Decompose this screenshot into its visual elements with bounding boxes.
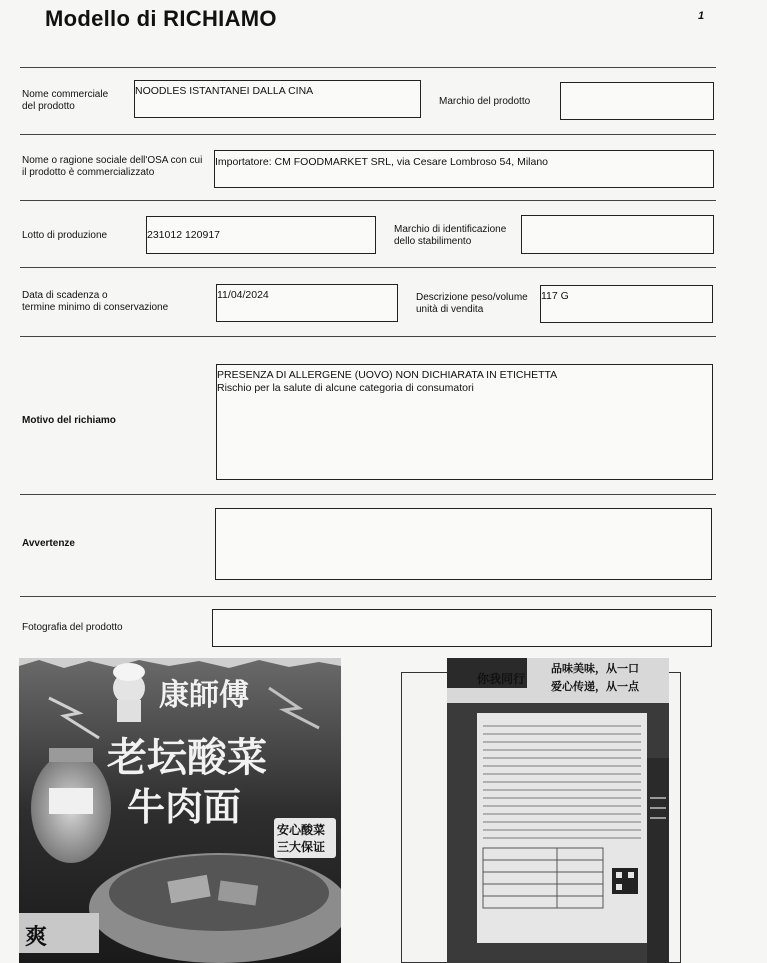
package-back-graphic	[447, 658, 669, 963]
divider	[20, 267, 716, 268]
product-name-label: Nome commerciale del prodotto	[22, 89, 109, 112]
reason-label: Motivo del richiamo	[22, 415, 116, 426]
reason-line-2: Rischio per la salute di alcune categoria di consumatori	[217, 382, 474, 394]
front-bottom-text: 爽	[25, 925, 48, 950]
warnings-label: Avvertenze	[22, 538, 75, 549]
operator-value: Importatore: CM FOODMARKET SRL, via Cesare Lombroso 54, Milano	[215, 156, 549, 168]
id-mark-field[interactable]	[521, 215, 714, 254]
divider	[20, 336, 716, 337]
lot-value: 231012 120917	[147, 229, 220, 241]
expiry-value: 11/04/2024	[217, 289, 269, 301]
brand-field[interactable]	[560, 82, 714, 120]
divider	[20, 134, 716, 135]
expiry-label: Data di scadenza o termine minimo di conservazione	[22, 290, 169, 313]
lot-label: Lotto di produzione	[22, 230, 108, 241]
divider	[20, 200, 716, 201]
brand-label: Marchio del prodotto	[439, 96, 531, 107]
back-top-right-line-2: 爱心传递，从一点	[551, 680, 639, 693]
divider	[20, 67, 716, 68]
front-brand-text: 康師傅	[159, 678, 249, 713]
id-mark-label: Marchio di identificazione dello stabilimento	[394, 224, 507, 247]
reason-line-1: PRESENZA DI ALLERGENE (UOVO) NON DICHIARATA IN ETICHETTA	[217, 369, 558, 381]
expiry-field[interactable]	[216, 284, 398, 322]
weight-field[interactable]	[540, 285, 713, 323]
divider	[20, 596, 716, 597]
front-side-text-2: 三大保证	[277, 840, 326, 854]
form-title: Modello di RICHIAMO	[45, 6, 277, 31]
photo-field[interactable]	[212, 609, 712, 647]
product-photo-back	[447, 658, 669, 963]
front-side-text-1: 安心酸菜	[277, 823, 326, 837]
product-name-field[interactable]	[134, 80, 421, 118]
weight-value: 117 G	[541, 290, 569, 302]
weight-label: Descrizione peso/volume unità di vendita	[416, 292, 528, 315]
back-top-right-line-1: 品味美味，从一口	[551, 662, 639, 675]
lot-field[interactable]	[146, 216, 376, 254]
operator-label: Nome o ragione sociale dell'OSA con cui il prodotto è commercializzato	[22, 155, 203, 178]
back-top-left-text: 你我同行	[477, 672, 526, 686]
operator-field[interactable]	[214, 150, 714, 188]
front-product-line-2: 牛肉面	[127, 785, 242, 829]
front-product-line-1: 老坛酸菜	[107, 735, 267, 781]
product-name-value: NOODLES ISTANTANEI DALLA CINA	[135, 85, 314, 97]
divider	[20, 494, 716, 495]
page-number: 1	[698, 10, 705, 22]
product-photo-front	[19, 658, 341, 963]
photo-label: Fotografia del prodotto	[22, 622, 123, 633]
reason-field[interactable]	[216, 364, 713, 480]
warnings-field[interactable]	[215, 508, 712, 580]
